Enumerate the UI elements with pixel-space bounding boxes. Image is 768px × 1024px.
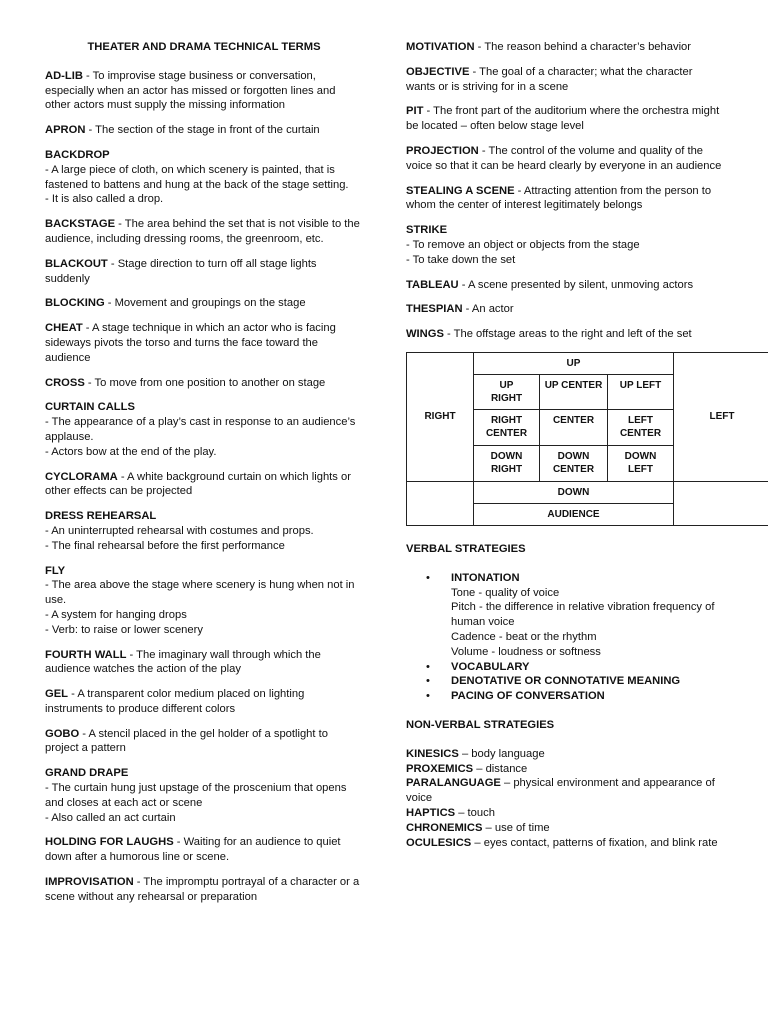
stage-right-center-cell: RIGHT CENTER (474, 409, 540, 445)
term-name: CHEAT (45, 322, 83, 335)
term-definition: - The reason behind a character’s behavior (474, 41, 692, 53)
list-item-denotative (406, 674, 722, 689)
list-item-vocabulary (406, 660, 722, 675)
right-term-list (406, 40, 722, 342)
term-entry-thespian (406, 302, 722, 317)
term-definition-line: - To take down the set (406, 253, 516, 266)
bullet-icon: • (426, 675, 430, 688)
term-entry-cross (45, 376, 363, 391)
term-entry-pit (406, 104, 722, 134)
term-definition-line: - Verb: to raise or lower scenery (45, 623, 203, 636)
term-name: TABLEAU (406, 278, 459, 291)
pacing-label: PACING OF CONVERSATION (451, 690, 605, 703)
term-entry-objective (406, 65, 722, 95)
term-definition: - The imaginary wall through which the audience watches the action of the play (45, 648, 321, 676)
term-definition: - An actor (462, 303, 514, 316)
term-entry-gel (45, 687, 363, 717)
nonverbal-term: HAPTICS (406, 806, 456, 819)
term-name: OBJECTIVE (406, 65, 470, 78)
stage-down-center-cell: DOWN CENTER (540, 445, 608, 481)
term-definition: - The control of the volume and quality of the voice so that it can be heard clearly by everyone in an audience (406, 144, 722, 172)
term-definition-line: - An uninterrupted rehearsal with costumes and props. (45, 524, 314, 537)
term-entry-blocking (45, 296, 363, 311)
denotative-label: DENOTATIVE OR CONNOTATIVE MEANING (451, 675, 681, 688)
term-entry-projection (406, 144, 722, 174)
vocabulary-label: VOCABULARY (451, 660, 530, 673)
term-entry-strike (406, 223, 722, 267)
stage-right-bottom-cell (407, 503, 474, 525)
stage-audience-cell: AUDIENCE (474, 503, 674, 525)
stage-center-cell: CENTER (540, 409, 608, 445)
term-name: CROSS (45, 376, 85, 389)
term-name: PROJECTION (406, 144, 479, 157)
left-column (45, 40, 363, 915)
term-definition-line: - A system for hanging drops (45, 608, 187, 621)
term-entry-improvisation (45, 875, 363, 905)
term-name: STRIKE (406, 224, 448, 237)
term-name: FOURTH WALL (45, 648, 127, 661)
intonation-sub-item: Pitch - the difference in relative vibration frequency of human voice (451, 601, 715, 629)
nonverbal-item-oculesics (406, 836, 722, 851)
term-entry-curtain-calls (45, 400, 363, 459)
intonation-label: INTONATION (451, 571, 520, 584)
list-item-pacing (406, 689, 722, 704)
term-name: WINGS (406, 328, 444, 341)
term-entry-apron (45, 123, 363, 138)
term-name: DRESS REHEARSAL (45, 510, 157, 523)
nonverbal-term: OCULESICS (406, 836, 472, 849)
term-name: FLY (45, 564, 66, 577)
term-definition-line: - Also called an act curtain (45, 811, 176, 824)
intonation-sub-item: Tone - quality of voice (451, 586, 560, 599)
nonverbal-definition: – body language (458, 747, 545, 760)
bullet-icon: • (426, 690, 430, 703)
nonverbal-definition: – eyes contact, patterns of fixation, and blink rate (471, 836, 718, 849)
stage-down-left-cell: DOWN LEFT (608, 445, 674, 481)
bullet-icon: • (426, 571, 430, 584)
stage-left-center-cell: LEFT CENTER (608, 409, 674, 445)
term-name: STEALING A SCENE (406, 184, 515, 197)
intonation-sub-list (451, 586, 722, 660)
nonverbal-strategies-heading: NON-VERBAL STRATEGIES (406, 718, 555, 731)
stage-right-cell: RIGHT (407, 352, 474, 481)
stage-areas-grid (406, 352, 768, 526)
term-definition-line: - The appearance of a play’s cast in response to an audience’s applause. (45, 416, 356, 443)
term-entry-tableau (406, 278, 722, 293)
term-name: BACKSTAGE (45, 218, 116, 231)
term-entry-motivation (406, 40, 722, 55)
nonverbal-definition: – distance (473, 762, 528, 775)
term-definition: - Waiting for an audience to quiet down after a humorous line or scene. (45, 836, 341, 864)
term-definition: - To improvise stage business or conversation, especially when an actor has missed or forgotten lines and other actors must supply the missing information (45, 69, 336, 112)
list-item-intonation (406, 571, 722, 660)
right-column (406, 40, 735, 850)
term-definition: - The section of the stage in front of the curtain (85, 124, 320, 137)
stage-right-blank-cell (407, 481, 474, 503)
term-name: HOLDING FOR LAUGHS (45, 836, 174, 849)
term-entry-ad-lib (45, 69, 363, 113)
nonverbal-term: PARALANGUAGE (406, 777, 501, 790)
term-definition: - Movement and groupings on the stage (104, 297, 306, 310)
term-name: THESPIAN (406, 303, 463, 316)
term-entry-backstage (45, 217, 363, 247)
term-definition-line: - A large piece of cloth, on which scenery is painted, that is fastened to battens and hung at the back of the stage setting. (45, 163, 349, 191)
term-entry-stealing-a-scene (406, 184, 722, 214)
verbal-strategies-heading: VERBAL STRATEGIES (406, 542, 526, 555)
term-definition: - The goal of a character; what the character wants or is striving for in a scene (406, 65, 693, 93)
left-term-list (45, 69, 363, 905)
term-name: BLOCKING (45, 297, 105, 310)
nonverbal-definition: – physical environment and appearance of voice (406, 777, 715, 805)
nonverbal-definition: – use of time (482, 821, 550, 834)
verbal-strategies-list (406, 571, 722, 704)
term-definition: - A stage technique in which an actor who is facing sideways pivots the torso and turns the face toward the audience (45, 322, 336, 364)
term-name: CYCLORAMA (45, 470, 118, 483)
term-definition: - The impromptu portrayal of a character or a scene without any rehearsal or preparation (45, 876, 360, 903)
term-definition-line: - It is also called a drop. (45, 193, 164, 206)
intonation-sub-item: Volume - loudness or softness (451, 645, 601, 658)
term-name: AD-LIB (45, 69, 83, 82)
stage-up-left-cell: UP LEFT (608, 374, 674, 409)
term-definition: - The front part of the auditorium where the orchestra might be located – often below stage level (406, 105, 720, 133)
term-definition-line: - To remove an object or objects from the stage (406, 238, 640, 251)
stage-left-bottom-cell (674, 503, 768, 525)
term-entry-fly (45, 564, 363, 638)
term-name: IMPROVISATION (45, 876, 134, 889)
term-entry-wings (406, 327, 722, 342)
term-definition: - A transparent color medium placed on lighting instruments to produce different colors (45, 688, 305, 715)
term-entry-blackout (45, 257, 363, 287)
term-definition: - A stencil placed in the gel holder of a spotlight to project a pattern (45, 727, 328, 755)
term-name: BLACKOUT (45, 257, 108, 270)
nonverbal-term: KINESICS (406, 747, 459, 760)
term-definition: - Stage direction to turn off all stage lights suddenly (45, 257, 317, 285)
term-definition: - The offstage areas to the right and left of the set (443, 328, 692, 341)
term-definition-line: - The final rehearsal before the first performance (45, 539, 285, 552)
term-definition-line: - The curtain hung just upstage of the proscenium that opens and closes at each act or scene (45, 782, 347, 809)
stage-up-right-cell: UP RIGHT (474, 374, 540, 409)
stage-down-cell: DOWN (474, 481, 674, 503)
term-entry-gobo (45, 727, 363, 757)
nonverbal-definition: – touch (455, 806, 495, 819)
term-definition: - A scene presented by silent, unmoving actors (458, 278, 694, 291)
term-name: GOBO (45, 727, 80, 740)
term-entry-fourth-wall (45, 648, 363, 678)
term-entry-backdrop (45, 148, 363, 207)
term-definition: - To move from one position to another on stage (84, 376, 326, 389)
term-name: APRON (45, 124, 86, 137)
term-entry-cyclorama (45, 470, 363, 500)
stage-down-right-cell: DOWN RIGHT (474, 445, 540, 481)
nonverbal-item-paralanguage (406, 776, 722, 806)
term-definition: - Attracting attention from the person to whom the center of interest legitimately belongs (406, 184, 712, 212)
term-name: GRAND DRAPE (45, 767, 129, 780)
term-definition: - A white background curtain on which lights or other effects can be projected (45, 470, 351, 498)
document-title: THEATER AND DRAMA TECHNICAL TERMS (87, 41, 321, 53)
stage-up-cell: UP (474, 352, 674, 374)
term-definition-line: - The area above the stage where scenery is hung when not in use. (45, 579, 355, 607)
bullet-icon: • (426, 660, 430, 673)
nonverbal-item-kinesics (406, 747, 722, 762)
nonverbal-item-chronemics (406, 821, 722, 836)
nonverbal-item-proxemics (406, 762, 722, 777)
nonverbal-term: PROXEMICS (406, 762, 474, 775)
stage-left-blank-cell (674, 481, 768, 503)
term-name: GEL (45, 688, 68, 701)
nonverbal-strategies-list (406, 747, 722, 851)
nonverbal-term: CHRONEMICS (406, 821, 483, 834)
term-name: BACKDROP (45, 148, 110, 161)
term-name: MOTIVATION (406, 41, 475, 53)
stage-left-cell: LEFT (674, 352, 768, 481)
term-definition: - The area behind the set that is not visible to the audience, including dressing rooms, the greenroom, etc. (45, 218, 360, 245)
term-entry-holding-for-laughs (45, 835, 363, 865)
term-entry-cheat (45, 321, 363, 365)
term-entry-dress-rehearsal (45, 509, 363, 553)
term-name: PIT (406, 105, 424, 118)
term-definition-line: - Actors bow at the end of the play. (45, 445, 217, 458)
term-entry-grand-drape (45, 766, 363, 825)
term-name: CURTAIN CALLS (45, 401, 135, 414)
stage-up-center-cell: UP CENTER (540, 374, 608, 409)
intonation-sub-item: Cadence - beat or the rhythm (451, 630, 597, 643)
nonverbal-item-haptics (406, 806, 722, 821)
